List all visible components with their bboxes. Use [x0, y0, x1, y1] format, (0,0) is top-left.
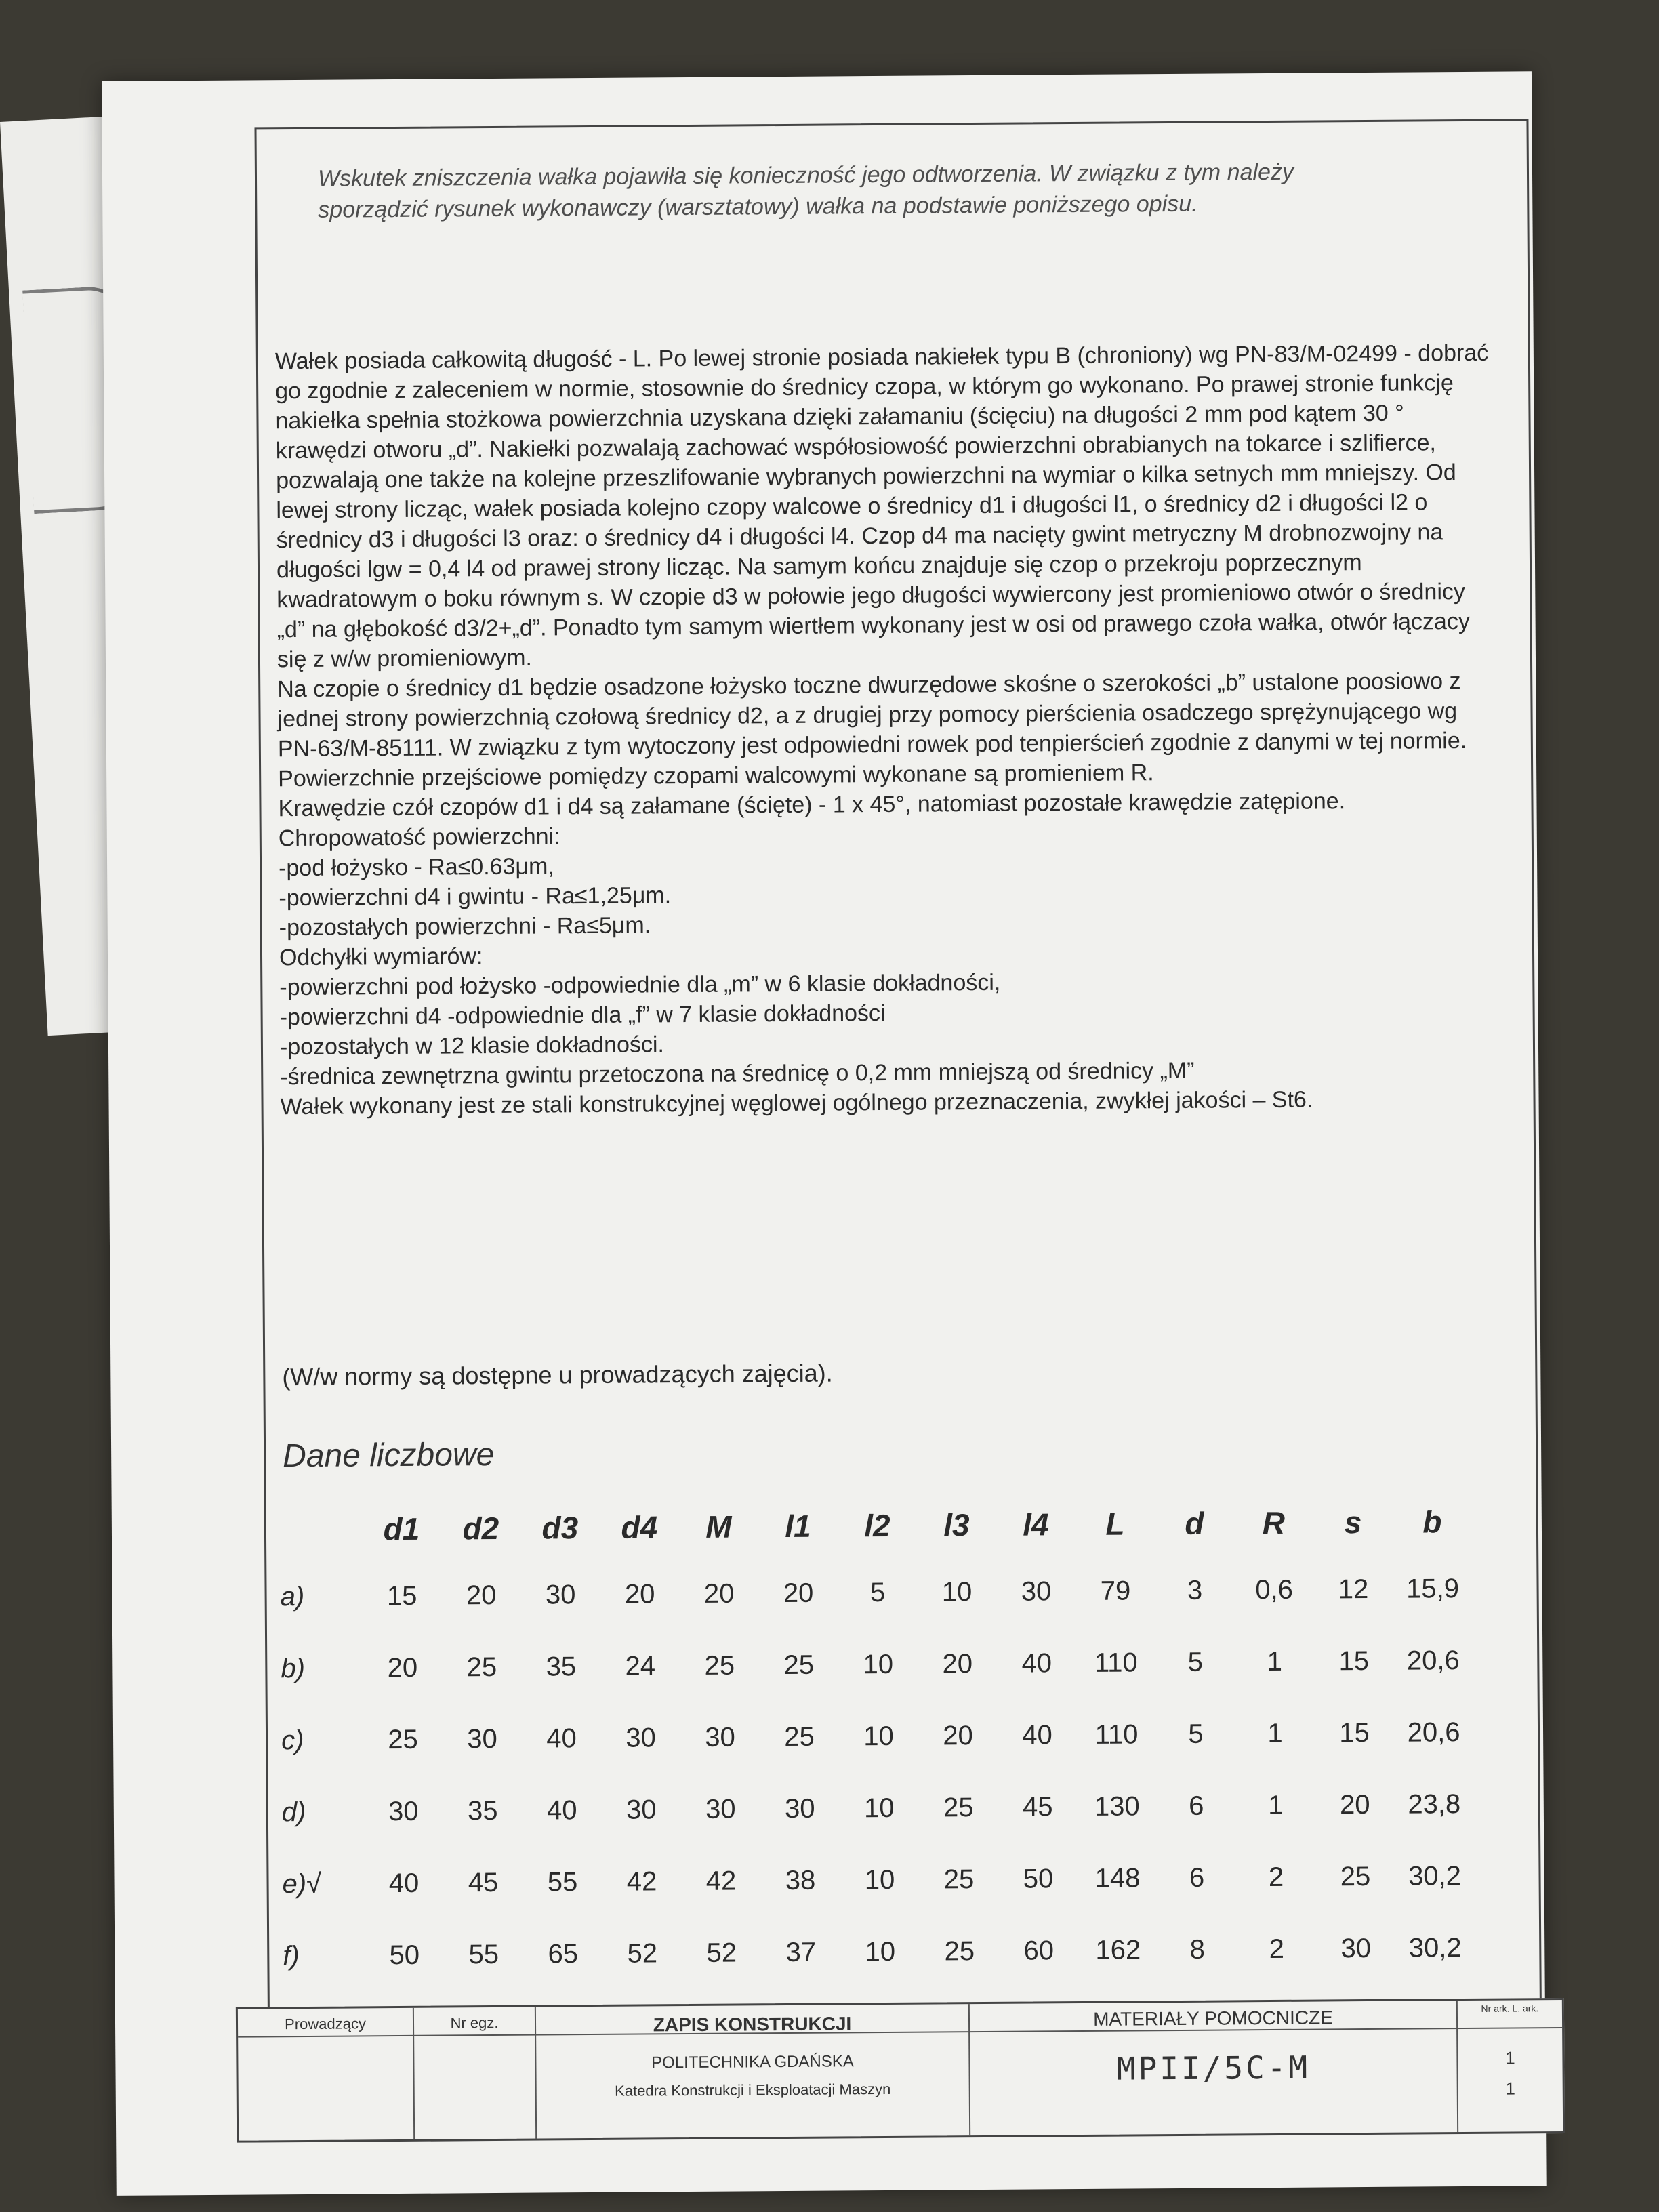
table-cell: 1	[1268, 1790, 1284, 1820]
table-cell: 30	[1021, 1576, 1052, 1607]
table-cell: 30	[1340, 1933, 1372, 1963]
table-cell: 37	[785, 1937, 817, 1967]
university-name: POLITECHNIKA GDAŃSKA	[651, 2052, 854, 2072]
col-header: d4	[621, 1509, 658, 1545]
row-label: f)	[283, 1940, 300, 1971]
col-header: d2	[462, 1510, 499, 1547]
col-header: s	[1344, 1504, 1362, 1540]
description	[275, 338, 1500, 1122]
row-label: b)	[281, 1653, 306, 1683]
table-cell: 65	[548, 1938, 579, 1969]
table-cell: 25	[784, 1721, 815, 1752]
table-cell: 5	[1187, 1647, 1204, 1677]
table-cell: 3	[1187, 1575, 1203, 1605]
table-cell: 20	[783, 1578, 814, 1608]
table-row	[269, 1912, 1475, 1992]
table-cell: 40	[1021, 1647, 1052, 1679]
table-cell: 60	[1023, 1935, 1054, 1966]
table-cell: 79	[1100, 1575, 1131, 1606]
table-cell: 2	[1268, 1862, 1284, 1892]
table-cell: 42	[705, 1866, 737, 1896]
materials-label: MATERIAŁY POMOCNICZE	[1093, 2007, 1333, 2030]
paragraph-3: Powierzchnie przejściowe pomiędzy czopami walcowymi wykonane są promieniem R.	[278, 760, 1154, 792]
copy-number-label: Nr egz.	[450, 2013, 499, 2032]
table-cell: 30	[467, 1723, 497, 1754]
table-cell: 25	[1340, 1861, 1371, 1891]
roughness-item: -pozostałych powierzchni - Ra≤5μm.	[279, 912, 651, 941]
table-cell: 20	[1339, 1789, 1370, 1820]
table-cell: 20,6	[1407, 1717, 1460, 1748]
table-cell: 162	[1095, 1934, 1141, 1965]
col-header: L	[1105, 1506, 1125, 1542]
sheet-label: Nr ark. L. ark.	[1481, 2003, 1539, 2014]
table-cell: 55	[468, 1939, 499, 1969]
table-cell: 45	[1022, 1791, 1053, 1822]
material-text: Wałek wykonany jest ze stali konstrukcyjnej węglowej ogólnego przeznaczenia, zwykłej jakości – St6.	[280, 1086, 1313, 1120]
table-cell: 2	[1269, 1933, 1285, 1964]
table-cell: 30	[545, 1579, 576, 1610]
table-cell: 15	[1339, 1717, 1370, 1748]
table-cell: 40	[388, 1868, 419, 1898]
table-cell: 30,2	[1408, 1860, 1462, 1891]
roughness-item: -pod łożysko - Ra≤0.63μm,	[278, 853, 554, 882]
table-cell: 25	[466, 1652, 497, 1682]
table-cell: 30	[784, 1793, 815, 1824]
table-cell: 20	[387, 1652, 418, 1683]
table-row	[266, 1553, 1473, 1633]
table-cell: 30	[705, 1722, 735, 1753]
table-cell: 40	[546, 1723, 577, 1753]
record-title: ZAPIS KONSTRUKCJI	[653, 2013, 852, 2036]
table-cell: 148	[1094, 1862, 1141, 1893]
table-cell: 6	[1189, 1862, 1205, 1893]
table-cell: 45	[468, 1867, 499, 1898]
table-cell: 25	[944, 1936, 975, 1966]
col-header: b	[1422, 1504, 1442, 1540]
tolerance-item: -pozostałych w 12 klasie dokładności.	[279, 1031, 665, 1061]
intro-text: Wskutek zniszczenia wałka pojawiła się konieczność jego odtworzenia. W związku z tym należy sporządzić rysunek wykonawczy (warsztatowy) wałka na podstawie poniższego opisu.	[317, 159, 1294, 223]
table-cell: 12	[1338, 1574, 1369, 1604]
table-cell: 25	[943, 1864, 975, 1894]
table-cell: 25	[388, 1724, 418, 1755]
table-cell: 1	[1267, 1646, 1283, 1677]
table-cell: 38	[785, 1865, 816, 1896]
supervisor-label: Prowadzący	[285, 2015, 367, 2033]
table-cell: 20	[943, 1720, 973, 1750]
table-cell: 0,6	[1255, 1574, 1294, 1605]
table-row	[268, 1840, 1475, 1920]
roughness-title: Chropowatość powierzchni:	[278, 823, 560, 852]
paragraph-1: Wałek posiada całkowitą długość - L. Po lewej stronie posiada nakiełek typu B (chroniony) wg PN-83/M-02499 - dobrać go zgodnie z zaleceniem w normie, stosownie do średnicy czopa, w którym go wykonano. Po prawej stronie funkcję nakiełka spełnia stożkowa powierzchnia uzyskana dzięki załamaniu (ścięciu) na długości 2 mm pod kątem 30 ° krawędzi otworu „d”. Nakiełki pozwalają zachować współosiowość powierzchni obrabianych na tokarce i szlifierce, pozwalają one także na kolejne przeszlifowanie wybranych powierzchni na wymiar o kilka setnych mm mniejszy. Od lewej strony licząc, wałek posiada kolejno czopy walcowe o średnicy d1 i długości l1, o średnicy d2 i długości l2 o średnicy d3 i długości l3 oraz: o średnicy d4 i długości l4. Czop d4 ma nacięty gwint metryczny M drobnozwojny na długości lgw = 0,4 l4 od prawej strony licząc. Na samym końcu znajduje się czop o przekroju poprzecznym kwadratowym o boku równym s. W czopie d3 w połowie jego długości wywiercony jest promieniowo otwór o średnicy „d” na głębokość d3/2+„d”. Ponadto tym samym wiertłem wykonany jest w osi od prawego czoła wałka, otwór łączacy się z w/w promieniowym.	[274, 340, 1489, 673]
table-cell: 10	[865, 1936, 896, 1967]
roughness-item: -powierzchni d4 i gwintu - Ra≤1,25μm.	[279, 882, 672, 912]
table-cell: 23,8	[1408, 1788, 1461, 1820]
table-cell: 52	[706, 1938, 737, 1968]
table-cell: 20	[703, 1578, 735, 1609]
table-cell: 30	[705, 1794, 736, 1824]
row-label: c)	[281, 1725, 304, 1755]
title-block	[236, 1998, 1565, 2143]
table-cell: 30	[626, 1722, 656, 1753]
table-cell: 30	[388, 1796, 419, 1826]
table-cell: 5	[869, 1577, 886, 1607]
drawing-frame	[254, 119, 1542, 2100]
table-cell: 110	[1094, 1719, 1139, 1750]
norms-note: (W/w normy są dostępne u prowadzących zajęcia).	[282, 1359, 833, 1391]
paragraph-4: Krawędzie czół czopów d1 i d4 są załamane (ścięte) - 1 x 45°, natomiast pozostałe krawędzie zatępione.	[278, 788, 1346, 822]
col-header: l4	[1023, 1507, 1049, 1542]
table-cell: 130	[1094, 1790, 1140, 1822]
table-cell: 10	[863, 1721, 894, 1751]
table-row	[268, 1768, 1474, 1848]
table-cell: 6	[1189, 1790, 1204, 1821]
table-cell: 10	[863, 1649, 894, 1679]
table-title: Dane liczbowe	[282, 1437, 495, 1475]
table-cell: 24	[625, 1650, 656, 1681]
table-cell: 20,6	[1406, 1645, 1460, 1676]
table-cell: 20	[624, 1578, 655, 1610]
table-cell: 40	[546, 1795, 577, 1825]
col-header: M	[705, 1509, 732, 1544]
table-cell: 52	[627, 1938, 658, 1969]
row-label: e)√	[282, 1868, 322, 1899]
tolerance-item: -średnica zewnętrzna gwintu przetoczona na średnicę o 0,2 mm mniejszą od średnicy „M”	[280, 1057, 1195, 1090]
table-cell: 50	[1023, 1863, 1054, 1894]
table-row	[268, 1696, 1474, 1776]
paragraph-2: Na czopie o średnicy d1 będzie osadzone łożysko toczne dwurzędowe skośne o szerokości „b” ustalone poosiowo z jednej strony powierzchnią czołową średnicy d2, a z drugiej przy pomocy pierścienia osadczego sprężynującego wg PN-63/M-85111. W związku z tym wytoczony jest odpowiedni rowek pod tenpierścień zgodnie z danymi w tej normie.	[277, 668, 1467, 762]
table-cell: 40	[1022, 1719, 1052, 1750]
col-header: l2	[864, 1507, 890, 1544]
col-header: d3	[541, 1510, 579, 1546]
sheet-number: 1	[1505, 2047, 1515, 2068]
tolerance-title: Odchyłki wymiarów:	[279, 943, 483, 971]
table-cell: 35	[467, 1795, 498, 1826]
table-cell: 50	[389, 1940, 420, 1970]
document-sheet	[102, 71, 1547, 2196]
table-cell: 35	[546, 1651, 577, 1681]
table-cell: 1	[1267, 1718, 1283, 1748]
data-table	[266, 1490, 1475, 1992]
table-cell: 25	[943, 1792, 974, 1822]
table-cell: 30	[626, 1794, 657, 1825]
document-code: MPII/5C-M	[1116, 2049, 1311, 2087]
col-header: R	[1262, 1504, 1286, 1541]
row-label: d)	[281, 1797, 306, 1827]
col-header: l1	[785, 1508, 811, 1544]
table-cell: 55	[547, 1866, 578, 1897]
row-label: a)	[280, 1581, 305, 1612]
table-cell: 20	[466, 1580, 497, 1610]
table-cell: 8	[1189, 1934, 1206, 1965]
table-cell: 5	[1188, 1719, 1204, 1749]
table-cell: 10	[864, 1864, 895, 1895]
table-cell: 20	[942, 1648, 973, 1679]
table-cell: 25	[704, 1650, 735, 1681]
table-cell: 15	[386, 1580, 417, 1611]
table-cell: 25	[783, 1650, 815, 1680]
sheet-total: 1	[1505, 2078, 1516, 2099]
col-header: d	[1185, 1505, 1204, 1541]
table-row	[267, 1624, 1473, 1704]
table-header-row	[266, 1490, 1473, 1561]
col-header: d1	[383, 1511, 420, 1547]
table-cell: 15,9	[1406, 1573, 1460, 1604]
tolerance-item: -powierzchni pod łożysko -odpowiednie dla „m” w 6 klasie dokładności,	[279, 969, 1001, 1001]
col-header: l3	[943, 1507, 970, 1543]
table-cell: 10	[863, 1793, 895, 1823]
department-name: Katedra Konstrukcji i Eksploatacji Maszyn	[615, 2080, 891, 2100]
table-cell: 15	[1338, 1645, 1370, 1676]
tolerance-item: -powierzchni d4 -odpowiednie dla „f” w 7 klasie dokładności	[279, 1000, 886, 1031]
table-cell: 42	[626, 1866, 657, 1897]
table-cell: 30,2	[1408, 1932, 1462, 1963]
table-cell: 10	[941, 1576, 972, 1607]
table-cell: 110	[1094, 1647, 1138, 1678]
